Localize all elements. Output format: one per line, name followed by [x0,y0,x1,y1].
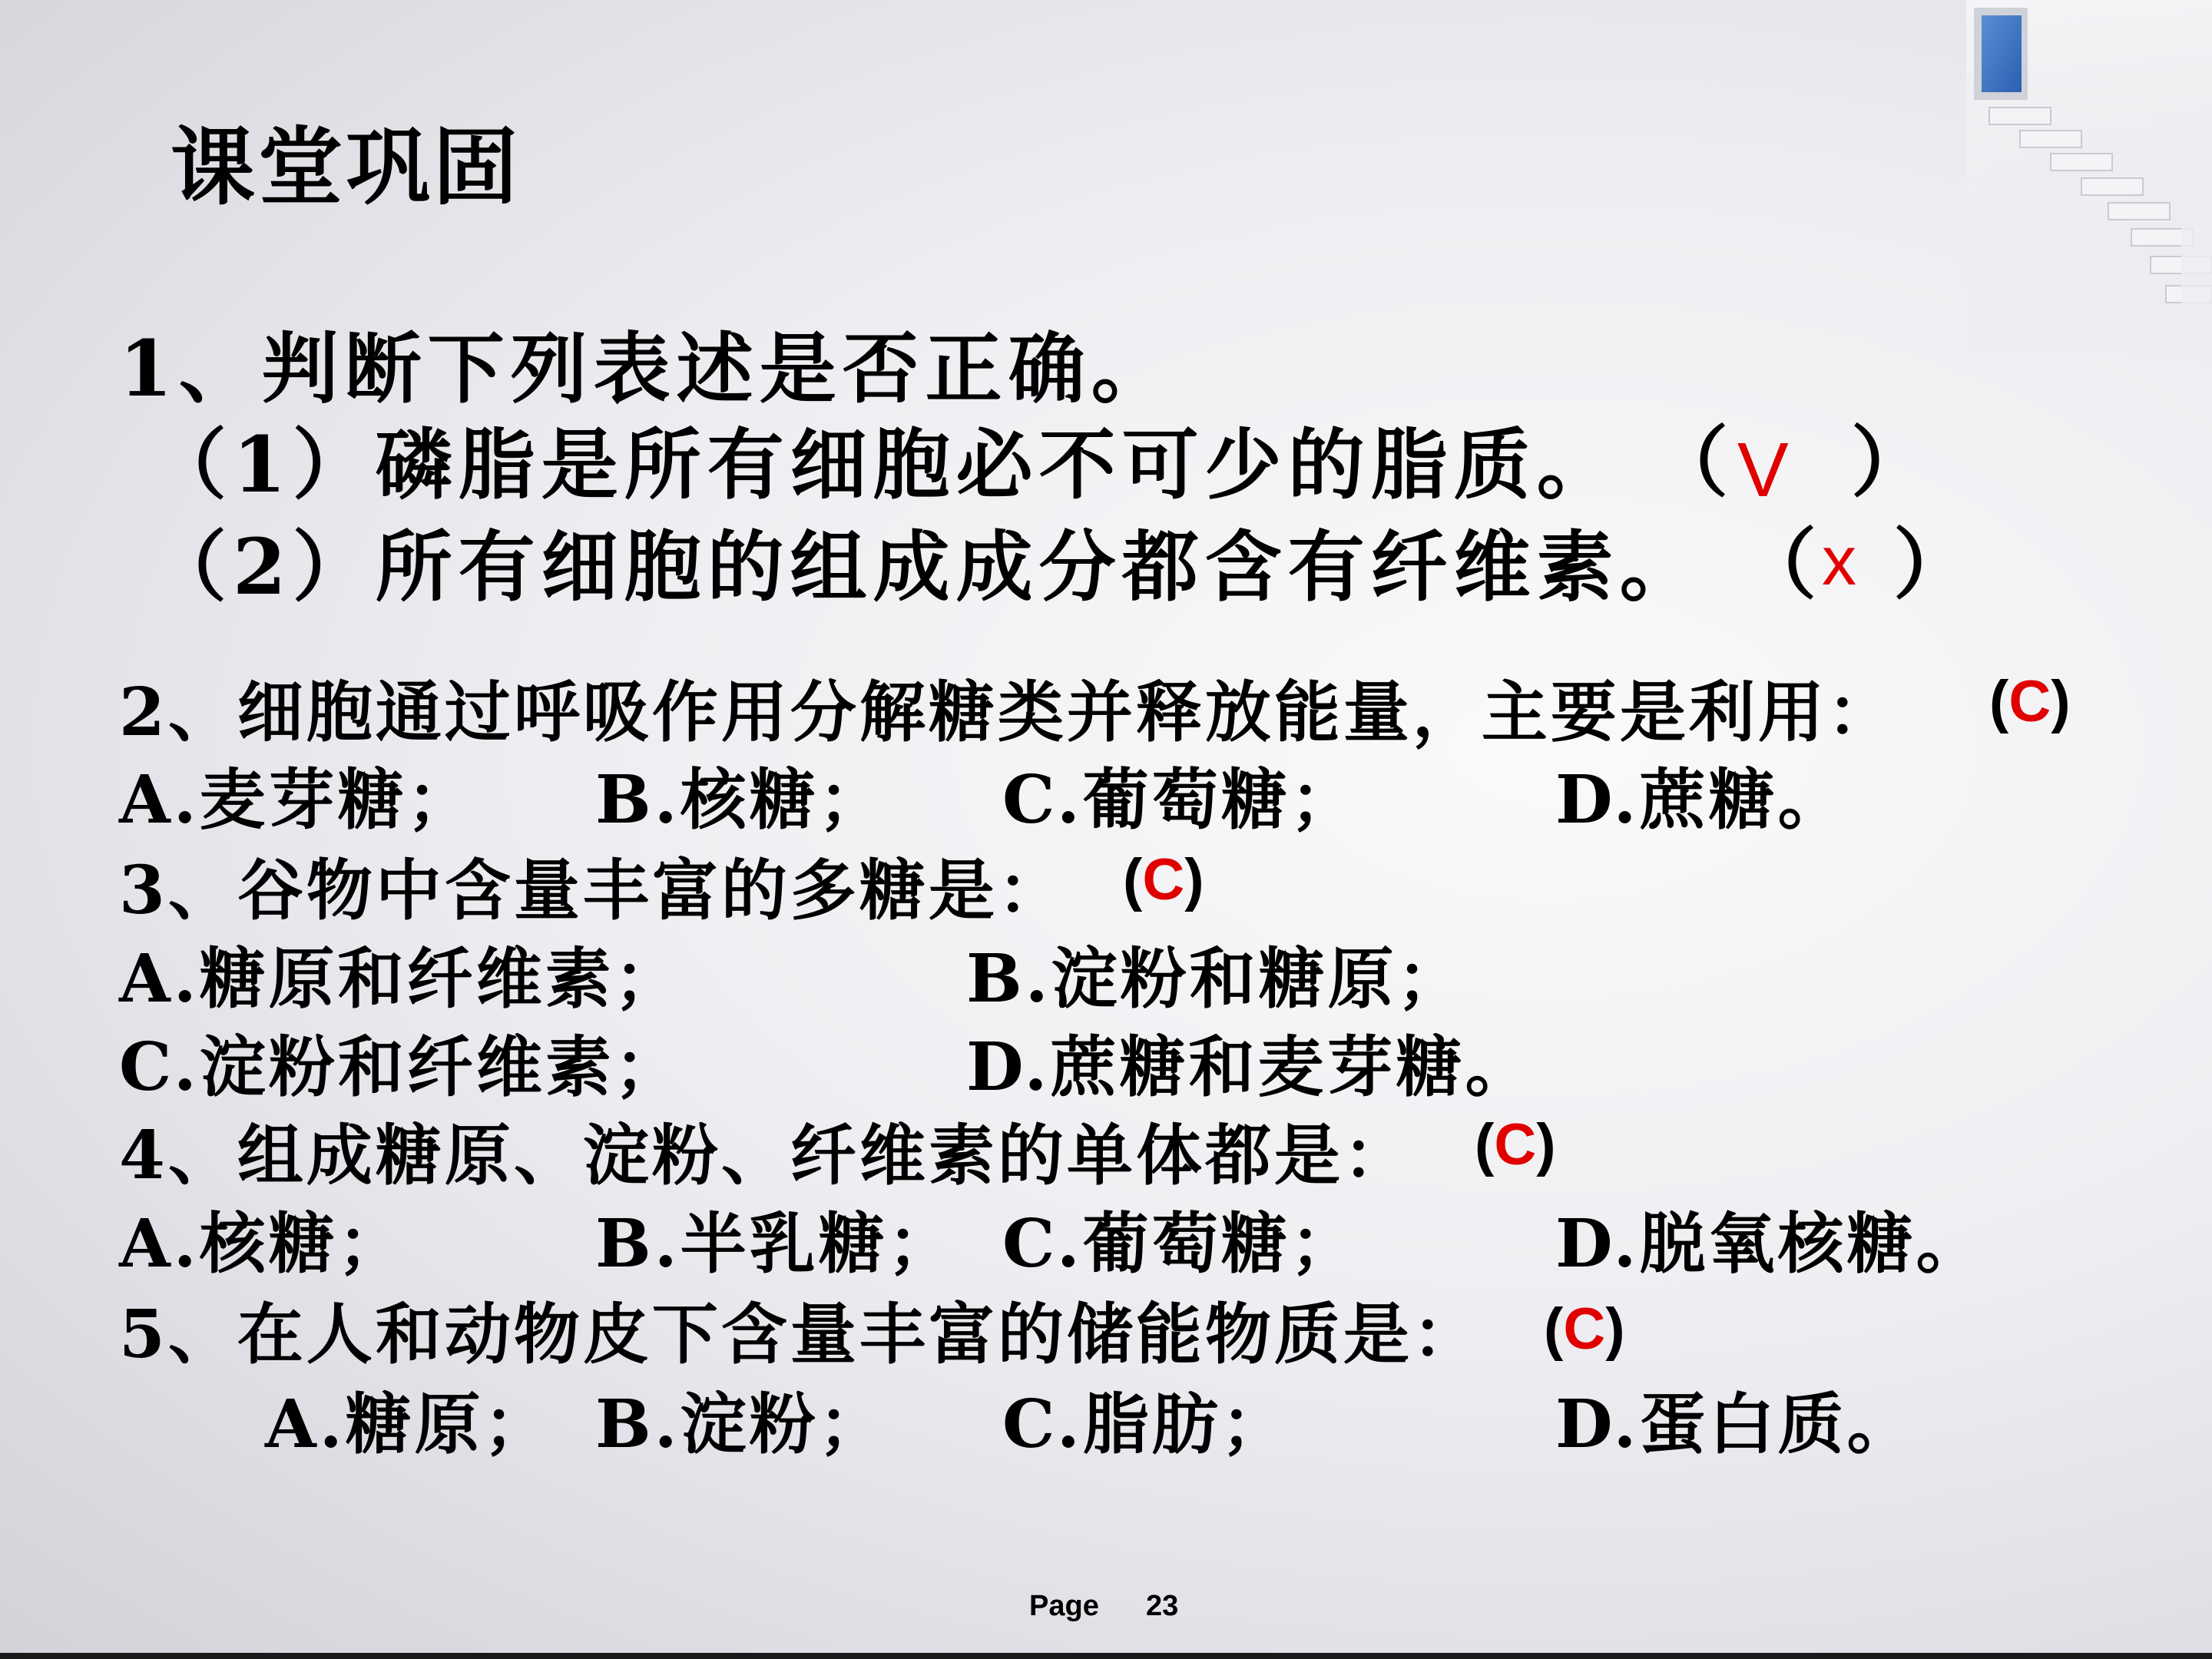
q5-answer-letter: C [1563,1296,1606,1362]
q1-item-1-close-paren: ） [1851,420,1934,506]
page-title: 课堂巩固 [171,118,521,217]
q5-option-b: B.淀粉； [595,1386,888,1463]
q1-stem: 1、判断下列表述是否正确。 [119,323,1174,414]
q2-stem: 2、细胞通过呼吸作用分解糖类并释放能量，主要是利用： [119,674,1896,751]
q5-option-d: D.蛋白质。 [1555,1386,1916,1463]
q4-option-b: B.半乳糖； [595,1205,957,1283]
q2-option-d: D.蔗糖。 [1555,761,1847,839]
q3-stem: 3、谷物中含量丰富的多糖是： [119,852,1067,929]
q1-item-1-text: （1）磷脂是所有细胞必不可少的脂质。 [150,419,1620,510]
q3-close-paren: ) [1184,847,1204,912]
q1-item-1-open-paren: （ [1651,420,1734,506]
page-label: Page [1029,1590,1099,1622]
q5-option-a: A.糖原； [265,1386,553,1463]
q2-answer [1989,667,2071,735]
q5-answer [1544,1294,1625,1363]
q5-open-paren: ( [1544,1296,1564,1362]
q3-answer-letter: C [1142,847,1185,912]
q4-option-d: D.脱氧核糖。 [1555,1205,1985,1283]
q3-option-d: D.蔗糖和麦芽糖。 [966,1028,1535,1106]
q2-answer-letter: C [2008,669,2051,734]
q2-option-a: A.麦芽糖； [119,761,476,839]
q1-item-2 [150,505,1703,616]
page-number: 23 [1145,1590,1179,1622]
q3-option-a: A.糖原和纤维素； [119,940,684,1018]
bottom-border [0,1653,2212,1659]
q1-item-2-mark: x [1822,523,1856,600]
staircase-decoration-icon [1936,0,2212,353]
q4-option-c: C.葡萄糖； [1002,1205,1359,1283]
q5-close-paren: ) [1605,1296,1625,1362]
q3-option-c: C.淀粉和纤维素； [119,1028,684,1106]
q4-answer [1475,1110,1556,1178]
q5-option-c: C.脂肪； [1002,1386,1290,1463]
q1-item-2-text: （2）所有细胞的组成成分都含有纤维素。 [150,522,1703,612]
q4-stem: 4、组成糖原、淀粉、纤维素的单体都是： [119,1117,1412,1194]
q1-item-2-open-paren: （ [1740,522,1823,608]
q1-item-1-mark: V [1737,427,1789,513]
q4-close-paren: ) [1536,1112,1556,1177]
q1-item-1 [150,403,1620,514]
q4-answer-letter: C [1494,1112,1537,1177]
page-footer [1029,1590,1178,1623]
q3-open-paren: ( [1123,847,1143,912]
q2-close-paren: ) [2051,669,2071,734]
q4-open-paren: ( [1475,1112,1495,1177]
q2-option-c: C.葡萄糖； [1002,761,1359,839]
q1-item-2-close-paren: ） [1893,522,1976,608]
q4-option-a: A.核糖； [119,1205,407,1283]
q3-answer [1123,845,1204,913]
q3-option-b: B.淀粉和糖原； [966,940,1466,1018]
q2-open-paren: ( [1989,669,2009,734]
q2-option-b: B.核糖； [595,761,888,839]
q5-stem: 5、在人和动物皮下含量丰富的储能物质是： [119,1296,1482,1373]
